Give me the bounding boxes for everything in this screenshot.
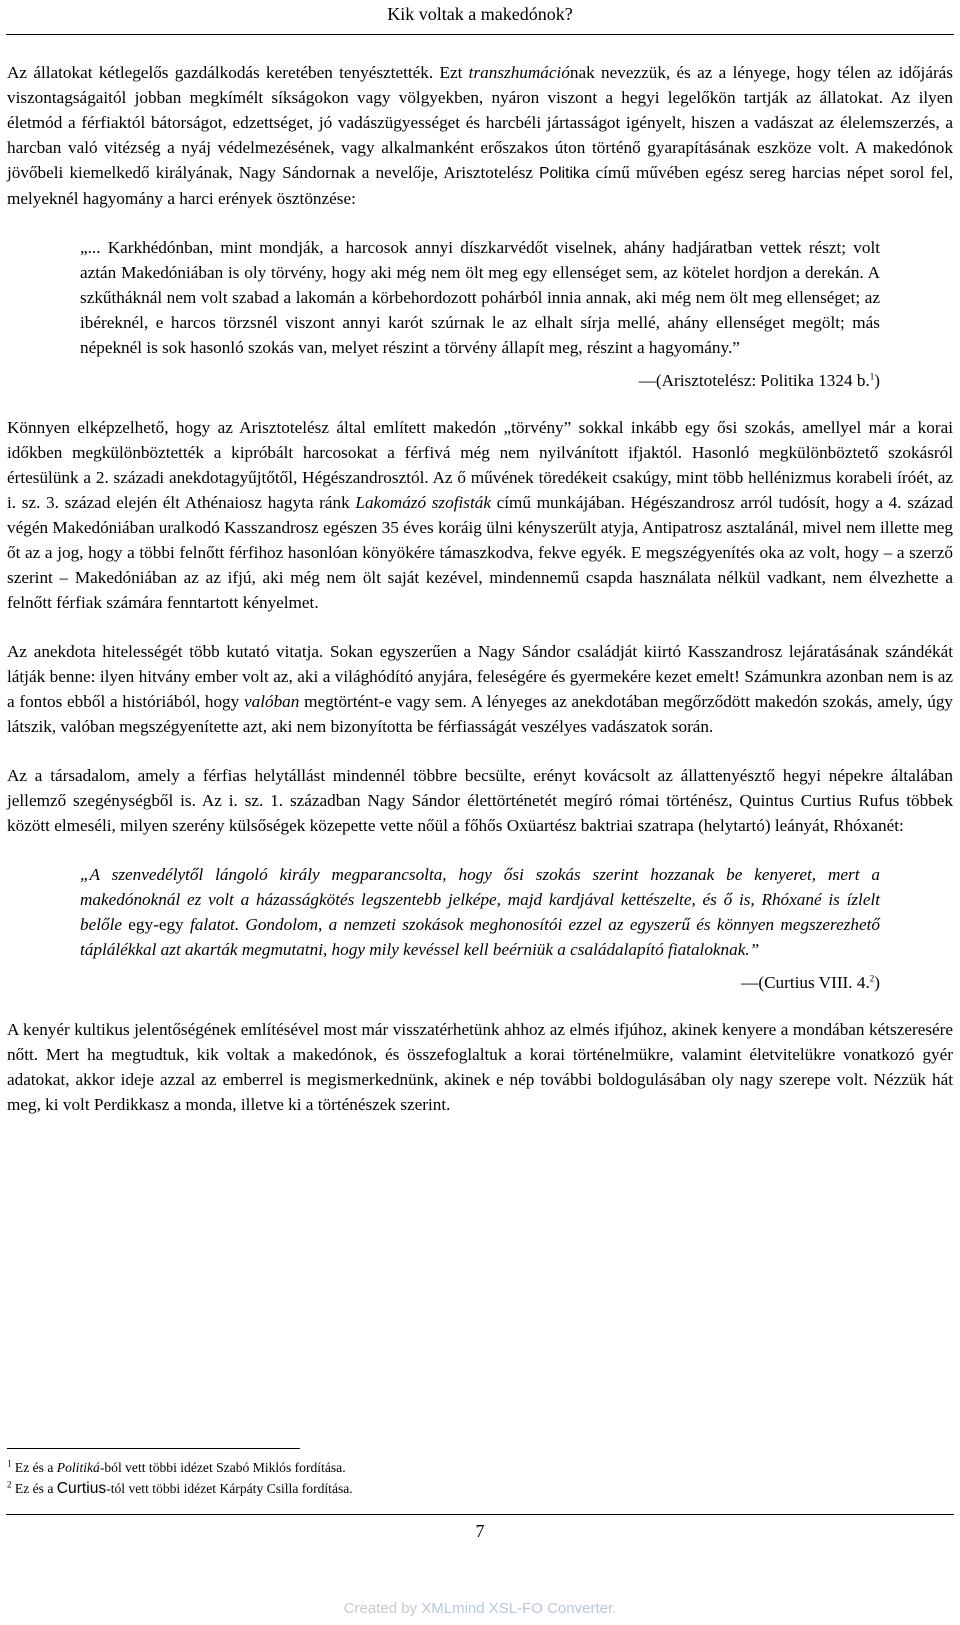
footnotes (7, 1457, 947, 1499)
body-text (7, 60, 953, 1141)
paragraph-1: Az állatokat kétlegelős gazdálkodás keretében tenyésztették. Ezt transzhumációnak nevezzük, és az a lényege, hogy télen az időjárás viszontagságaitól jobban megkímélt síkságokon vagy völgyekben, nyáron viszont a hegyi legelőkön tartják az állatokat. Az ilyen életmód a férfiaktól bátorságot, edzettséget, jó vadászügyességet és harcbéli jártasságot igényelt, hiszen a vadászat az élelemszerzés, a harcban való vitézség a nyáj védelmezésének, vagy alkalmanként erőszakos úton történő gyarapításának eszköze volt. A makedónok jövőbeli kiemelkedő királyának, Nagy Sándornak a nevelője, Arisztotelész Politika című művében egész sereg harcias népet sorol fel, melyeknél hagyomány a harci erények ösztönzése: (7, 63, 953, 208)
footnote-ref-2[interactable]: 2 (869, 973, 875, 984)
quote-attribution-curtius: —(Curtius VIII. 4.$^2$) (741, 973, 880, 992)
converter-link[interactable]: XMLmind XSL-FO Converter (421, 1600, 613, 1617)
converter-watermark: Created by XMLmind XSL-FO Converter. (343, 1600, 617, 1617)
block-quote-curtius (80, 862, 880, 962)
quote-attribution-aristotle: —(Arisztotelész: Politika 1324 b.$^1$) (638, 371, 880, 390)
work-title-lakomazo: Lakomázó szofisták (355, 493, 491, 512)
work-title-politika: Politika (539, 165, 590, 182)
paragraph-4: Az a társadalom, amely a férfias helytállást mindennél többre becsülte, erényt kovácsolt az állattenyésztő hegyi népekre általában jellemző szegénységből is. Az i. sz. 1. században Nagy Sándor élettörténetét megíró római történész, Quintus Curtius Rufus többek között elmeséli, milyen szerény külsőségek közepette vette nőül a főhős Oxüartész baktriai szatrapa (helytartó) leányát, Rhóxanét: (7, 766, 953, 835)
emphasis-valoban: valóban (243, 692, 300, 711)
footnote-2: $^2$ Ez és a Curtius-tól vett többi idézet Kárpáty Csilla fordítása. (7, 1479, 353, 1497)
block-quote-aristotle (80, 235, 880, 360)
running-header: Kik voltak a makedónok? (387, 4, 573, 24)
paragraph-2: Könnyen elképzelhető, hogy az Arisztotelész által említett makedón „törvény” sokkal inkább egy ősi szokás, amellyel már a korai időkben megkülönböztették a kipróbált harcosokat a férfivá még nem nyilvánított ifjaktól. Hasonló megkülönböztető szokásról értesülünk a 2. századi anekdotagyűjtőtől, Hégészandrosztól. Az ő művének töredékeit csakúgy, mint több hellénizmus korabeli íróét, az i. sz. 3. század elején élt Athénaiosz hagyta ránk Lakomázó szofisták című munkájában. Hégészandrosz arról tudósít, hogy a 4. század végén Makedóniában uralkodó Kasszandrosz egészen 35 éves koráig ülni kényszerült atyja, Antipatrosz asztalánál, mivel nem illette meg őt az a jog, hogy a többi felnőtt férfihoz hasonlóan könyökére támaszkodva, fekve egyék. E megszégyenítés oka az volt, hogy – a szerző szerint – Makedóniában az az ifjú, aki még nem ölt saját kezével, mindennemű csapda használata nélkül vadkant, nem élvezhette a felnőtt férfiak számára fenntartott kényelmet. (7, 418, 953, 612)
footnote-separator (7, 1448, 300, 1449)
footnote-ref-1[interactable]: 1 (869, 371, 875, 382)
quote-text: „... Karkhédónban, mint mondják, a harcosok annyi díszkarvédőt viselnek, ahány hadjáratban vettek részt; volt aztán Makedóniában is oly törvény, hogy aki még nem ölt meg egy ellenséget sem, az kötelet hordjon a derekán. A szkűtháknál nem volt szabad a lakomán a körbehordozott pohárból innia annak, aki még nem ölt meg ellenséget; az ibéreknél, e harcos törzsnél viszont annyi karót szúrnak le az elhalt sírja mellé, ahány ellenséget megölt; más népeknél is sok hasonló szokás van, melyet részint a törvény állapít meg, részint a hagyomány.” (80, 238, 880, 357)
quote-text: „A szenvedélytől lángoló király megparancsolta, hogy ősi szokás szerint hozzanak be kenyeret, mert a makedónoknál ez volt a házasságkötés legszentebb jelképe, majd kardjával kettészelte, és ő is, Rhóxané is ízlelt belőle egy-egy falatot. Gondolom, a nemzeti szokások meghonosítói ezzel az egyszerű és könnyen megszerezhető táplálékkal azt akarták megmutatni, hogy mily kevéssel kell beérniük a családalapító fiataloknak.” (80, 865, 881, 959)
header-rule (6, 34, 954, 35)
term-transzhumacio: transzhumáció (468, 63, 570, 82)
footer-rule (6, 1514, 954, 1515)
paragraph-5: A kenyér kultikus jelentőségének említésével most már visszatérhetünk ahhoz az elmés ifjúhoz, akinek kenyere a mondában kétszeresére nőtt. Mert ha megtudtuk, kik voltak a makedónok, és összefoglaltuk a korai történelmükre, valamint életvitelükre vonatkozó gyér adatokat, akkor ideje azzal az emberrel is megismerkednünk, akinek e nép további boldogulásában oly nagy szerepe volt. Nézzük hát meg, ki volt Perdikkasz a monda, illetve ki a történészek szerint. (7, 1020, 953, 1114)
page-number: 7 (475, 1521, 485, 1541)
paragraph-3: Az anekdota hitelességét több kutató vitatja. Sokan egyszerűen a Nagy Sándor családját kiirtó Kasszandrosz lejáratásának szándékát látják benne: ilyen hitvány ember volt az, aki a világhódító anyjára, feleségére és gyermekére kezet emelt! Számunkra azonban nem is az a fontos ebből a históriából, hogy valóban megtörtént-e vagy sem. A lényeges az anekdotában megőrződött makedón szokás, amely, úgy látszik, valóban megszégyenítette azt, aki nem bizonyította be férfiasságát veszélyes vadászatok során. (7, 642, 954, 736)
footnote-1: $^1$ Ez és a Politiká-ból vett többi idézet Szabó Miklós fordítása. (7, 1458, 346, 1475)
